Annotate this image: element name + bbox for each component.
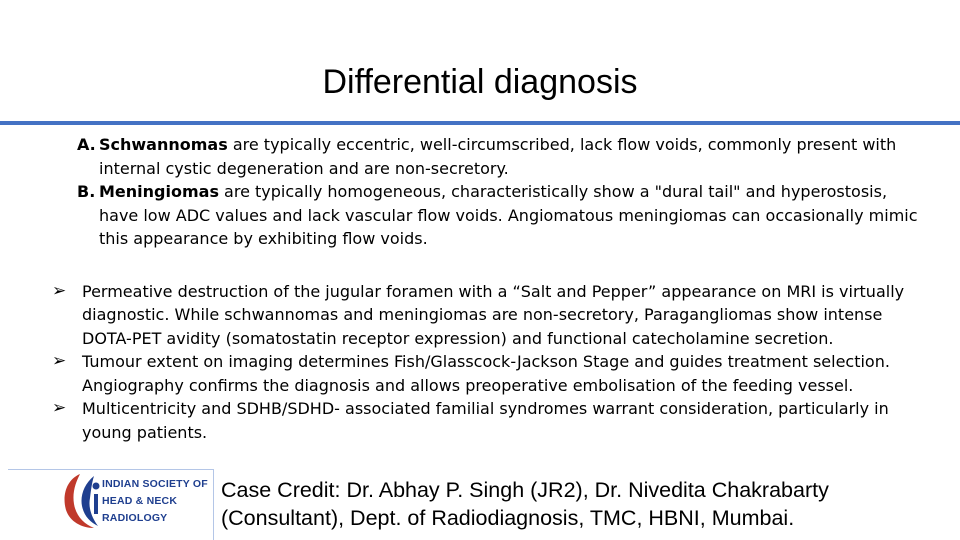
slide-content	[0, 133, 960, 444]
logo-line: HEAD & NECK	[102, 495, 178, 507]
bullet-item	[0, 350, 932, 397]
bullet-text: Multicentricity and SDHB/SDHD- associated familial syndromes warrant consideration, particularly in young patients.	[82, 399, 889, 442]
differential-item-meningioma	[0, 180, 929, 251]
arrow-bullet-icon: ➢	[52, 280, 67, 301]
slide-title: Differential diagnosis	[322, 63, 638, 101]
arrow-bullet-icon: ➢	[52, 351, 67, 371]
list-marker: B.	[77, 182, 96, 201]
logo-text	[102, 476, 212, 527]
case-credit: Case Credit: Dr. Abhay P. Singh (JR2), Dr. Nivedita Chakrabarty (Consultant), Dept. of Radiodiagnosis, TMC, HBNI, Mumbai.	[221, 478, 829, 530]
title-divider	[0, 121, 960, 125]
list-marker: A.	[77, 135, 96, 154]
arrow-bullet-icon: ➢	[52, 398, 67, 418]
bullet-item	[0, 397, 932, 444]
differential-text: are typically homogeneous, characteristically show a "dural tail" and hyperostosis, have low ADC values and lack vascular flow voids. Angiomatous meningiomas can occasionally mimic this appearance by exhibiting flow voids.	[99, 182, 918, 248]
term-schwannomas: Schwannomas	[99, 135, 228, 154]
logo-line: INDIAN SOCIETY OF	[102, 478, 208, 490]
bullet-item	[0, 280, 932, 351]
bullet-text: Permeative destruction of the jugular foramen with a “Salt and Pepper” appearance on MRI is virtually diagnostic. While schwannomas and meningiomas are non-secretory, Paragangliomas show intense DOTA-PET avidity (somatostatin receptor expression) and functional catecholamine secretion.	[82, 281, 905, 348]
bullet-text: Tumour extent on imaging determines Fish/Glasscock-Jackson Stage and guides treatment selection. Angiography confirms the diagnosis and allows preoperative embolisation of the feeding vessel.	[82, 352, 890, 395]
term-meningiomas: Meningiomas	[99, 182, 219, 201]
differential-text: are typically eccentric, well-circumscribed, lack flow voids, commonly present with internal cystic degeneration and are non-secretory.	[99, 135, 897, 178]
logo-line: RADIOLOGY	[102, 512, 168, 524]
differential-item-schwannoma	[0, 133, 929, 180]
footer-divider-vertical	[213, 469, 214, 540]
spacer	[0, 251, 960, 280]
